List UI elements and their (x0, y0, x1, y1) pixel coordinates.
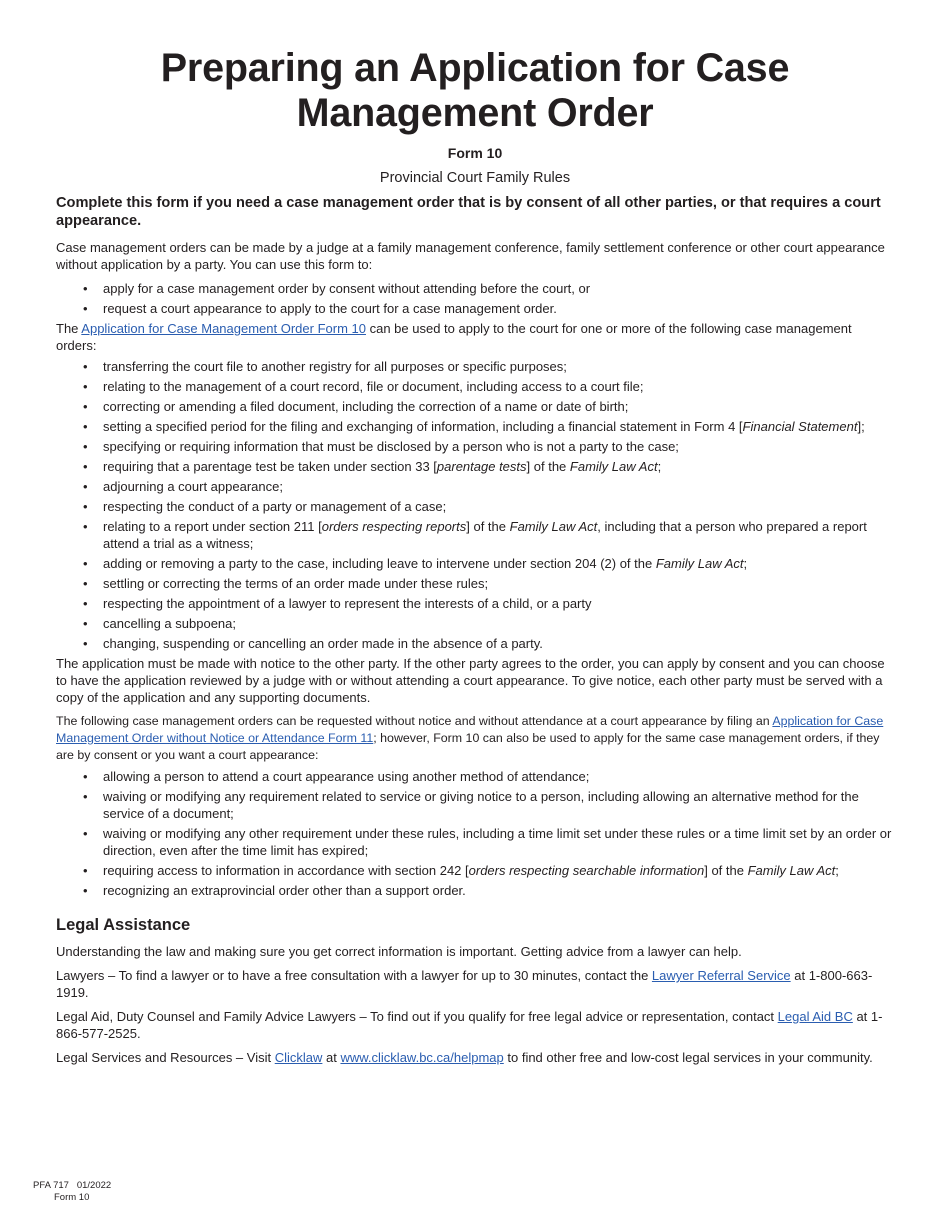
notice-paragraph: The application must be made with notice to the other party. If the other party agrees to the order, you can apply by consent and you can choose to have the application reviewed by a judge with or without attending a court appearance. To give notice, each other party must be served with a copy of the application and any supporting documents. (56, 656, 885, 705)
legal-assistance-heading: Legal Assistance (56, 916, 191, 934)
title-line-2: Management Order (296, 91, 654, 135)
list-item: • specifying or requiring information that must be disclosed by a person who is not a party to the case; (56, 438, 894, 455)
form-number: Form 10 (447, 145, 503, 161)
legal-aid-paragraph: Legal Aid, Duty Counsel and Family Advice Lawyers – To find out if you qualify for free legal advice or representation, contact Legal Aid BC at 1-866-577-2525. (56, 1009, 883, 1041)
footer-form-number: Form 10 (54, 1192, 90, 1203)
legal-assistance-section (56, 915, 894, 1066)
helpmap-link[interactable]: www.clicklaw.bc.ca/helpmap (340, 1050, 504, 1065)
list-item: • waiving or modifying any other requirement under these rules, including a time limit set under these rules or a time limit set by an order or direction, even after the time limit has expired; (56, 825, 894, 859)
list-item: • allowing a person to attend a court appearance using another method of attendance; (56, 768, 894, 785)
page-title (56, 46, 894, 136)
list-item: • correcting or amending a filed document, including the correction of a name or date of birth; (56, 398, 894, 415)
list-item: • recognizing an extraprovincial order other than a support order. (56, 882, 894, 899)
list-item: • respecting the appointment of a lawyer to represent the interests of a child, or a party (56, 595, 894, 612)
form10-paragraph: The Application for Case Management Order Form 10 can be used to apply to the court for one or more of the following case management orders: (56, 321, 852, 353)
list-item: • request a court appearance to apply to the court for a case management order. (56, 300, 894, 317)
form10-link[interactable]: Application for Case Management Order Form 10 (81, 321, 366, 336)
list-item: • adding or removing a party to the case, including leave to intervene under section 204 (2) of the Family Law Act; (56, 555, 894, 572)
list-item: • relating to the management of a court record, file or document, including access to a court file; (56, 378, 894, 395)
list-item: • respecting the conduct of a party or management of a case; (56, 498, 894, 515)
list-item: • apply for a case management order by consent without attending before the court, or (56, 280, 894, 297)
page-footer (33, 1180, 111, 1204)
list-item: • relating to a report under section 211 [orders respecting reports] of the Family Law Act, including that a person who prepared a report attend a trial as a witness; (56, 518, 894, 552)
orders-list (56, 358, 894, 652)
clicklaw-link[interactable]: Clicklaw (274, 1050, 323, 1065)
title-line-1: Preparing an Application for Case (160, 46, 790, 90)
list-item: • transferring the court file to another registry for all purposes or specific purposes; (56, 358, 894, 375)
resources-paragraph: Legal Services and Resources – Visit Clicklaw at www.clicklaw.bc.ca/helpmap to find other free and low-cost legal services in your community. (56, 1050, 873, 1065)
list-item: • adjourning a court appearance; (56, 478, 894, 495)
lead-instruction: Complete this form if you need a case management order that is by consent of all other parties, or that requires a court appearance. (56, 195, 881, 229)
rules-subtitle: Provincial Court Family Rules (379, 170, 571, 186)
without-notice-paragraph: The following case management orders can be requested without notice and without attendance at a court appearance by filing an Application for Case Management Order without Notice or Attendance Form 11; however, Form 10 can also be used to apply for the same case management orders, if they are by consent or you want a court appearance: (56, 714, 884, 762)
document-page (56, 46, 894, 1066)
list-item: • settling or correcting the terms of an order made under these rules; (56, 575, 894, 592)
list-item: • setting a specified period for the filing and exchanging of information, including a financial statement in Form 4 [Financial Statement]; (56, 418, 894, 435)
legal-paragraph: Understanding the law and making sure you get correct information is important. Getting advice from a lawyer can help. (56, 944, 742, 959)
list-item: • cancelling a subpoena; (56, 615, 894, 632)
footer-form-code: PFA 717 01/2022 (33, 1180, 112, 1191)
lawyer-referral-link[interactable]: Lawyer Referral Service (651, 968, 791, 983)
lawyers-paragraph: Lawyers – To find a lawyer or to have a free consultation with a lawyer for up to 30 minutes, contact the Lawyer Referral Service at 1-800-663-1919. (56, 968, 873, 1000)
without-notice-orders-list (56, 768, 894, 899)
use-list (56, 280, 894, 317)
list-item: • changing, suspending or cancelling an order made in the absence of a party. (56, 635, 894, 652)
form11-link[interactable]: Application for Case Management Order without Notice or Attendance Form 11 (56, 714, 884, 745)
legal-aid-link[interactable]: Legal Aid BC (777, 1009, 853, 1024)
list-item: • waiving or modifying any requirement related to service or giving notice to a person, including allowing an alternative method for the service of a document; (56, 788, 894, 822)
list-item: • requiring access to information in accordance with section 242 [orders respecting searchable information] of the Family Law Act; (56, 862, 894, 879)
list-item: • requiring that a parentage test be taken under section 33 [parentage tests] of the Family Law Act; (56, 458, 894, 475)
intro-paragraph: Case management orders can be made by a judge at a family management conference, family settlement conference or other court appearance without application by a party. You can use this form to: (56, 240, 885, 272)
